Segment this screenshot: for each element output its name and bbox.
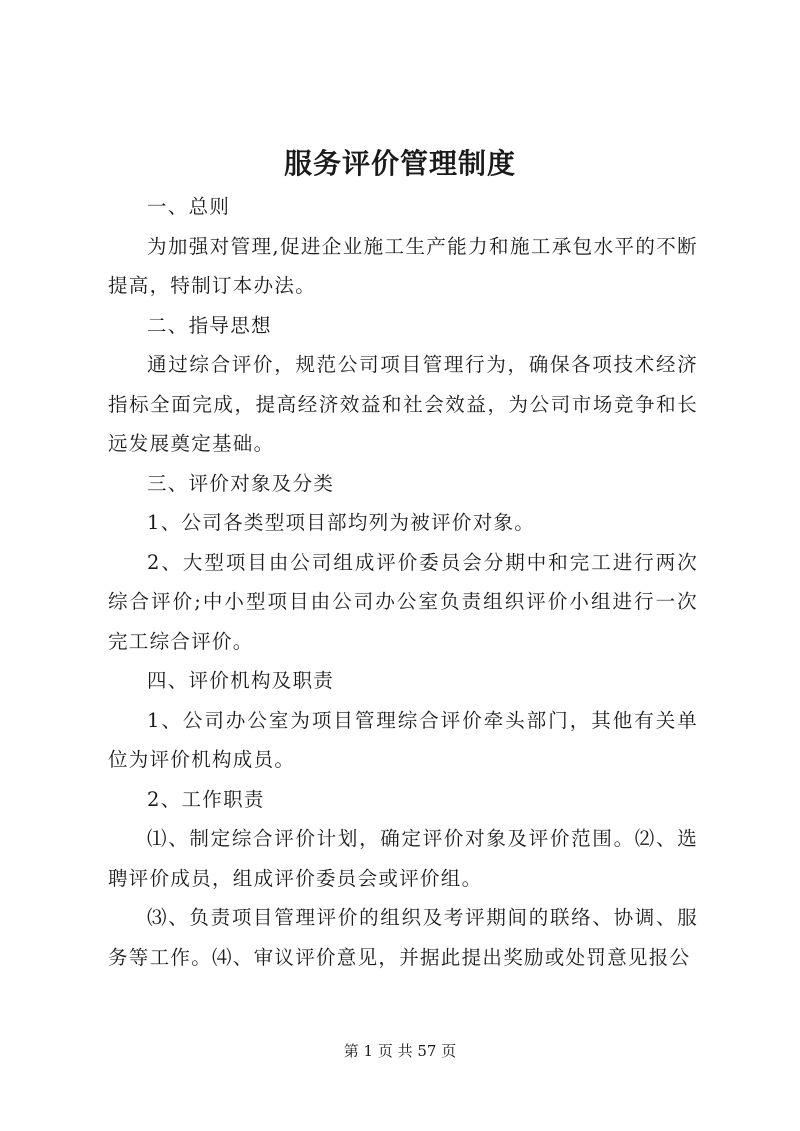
page-title: 服务评价管理制度	[283, 147, 516, 180]
paragraph: 1、公司各类型项目部均列为被评价对象。	[147, 511, 536, 534]
paragraph: 2、工作职责	[147, 787, 265, 811]
section-heading-evaluation-bodies: 四、评价机构及职责	[147, 669, 335, 692]
section-heading-evaluation-objects: 三、评价对象及分类	[147, 471, 335, 495]
paragraph: ⑴、制定综合评价计划，确定评价对象及评价范围。⑵、选聘评价成员，组成评价委员会或评价组。	[108, 827, 698, 890]
paragraph: 2、大型项目由公司组成评价委员会分期中和完工进行两次综合评价;中小型项目由公司办公室负责组织评价小组进行一次完工综合评价。	[108, 550, 698, 653]
paragraph: 通过综合评价，规范公司项目管理行为，确保各项技术经济指标全面完成，提高经济效益和社会效益，为公司市场竞争和长远发展奠定基础。	[108, 353, 698, 455]
section-heading-guiding-thought: 二、指导思想	[147, 313, 272, 337]
paragraph: 为加强对管理,促进企业施工生产能力和施工承包水平的不断提高，特制订本办法。	[108, 234, 698, 297]
paragraph: 1、公司办公室为项目管理综合评价牵头部门，其他有关单位为评价机构成员。	[108, 708, 698, 771]
paragraph: ⑶、负责项目管理评价的组织及考评期间的联络、协调、服务等工作。⑷、审议评价意见，并据此提出奖励或处罚意见报公	[108, 906, 698, 969]
document-body	[108, 187, 698, 977]
page-footer: 第 1 页 共 57 页	[343, 1042, 457, 1060]
section-heading-general: 一、总则	[147, 195, 231, 218]
